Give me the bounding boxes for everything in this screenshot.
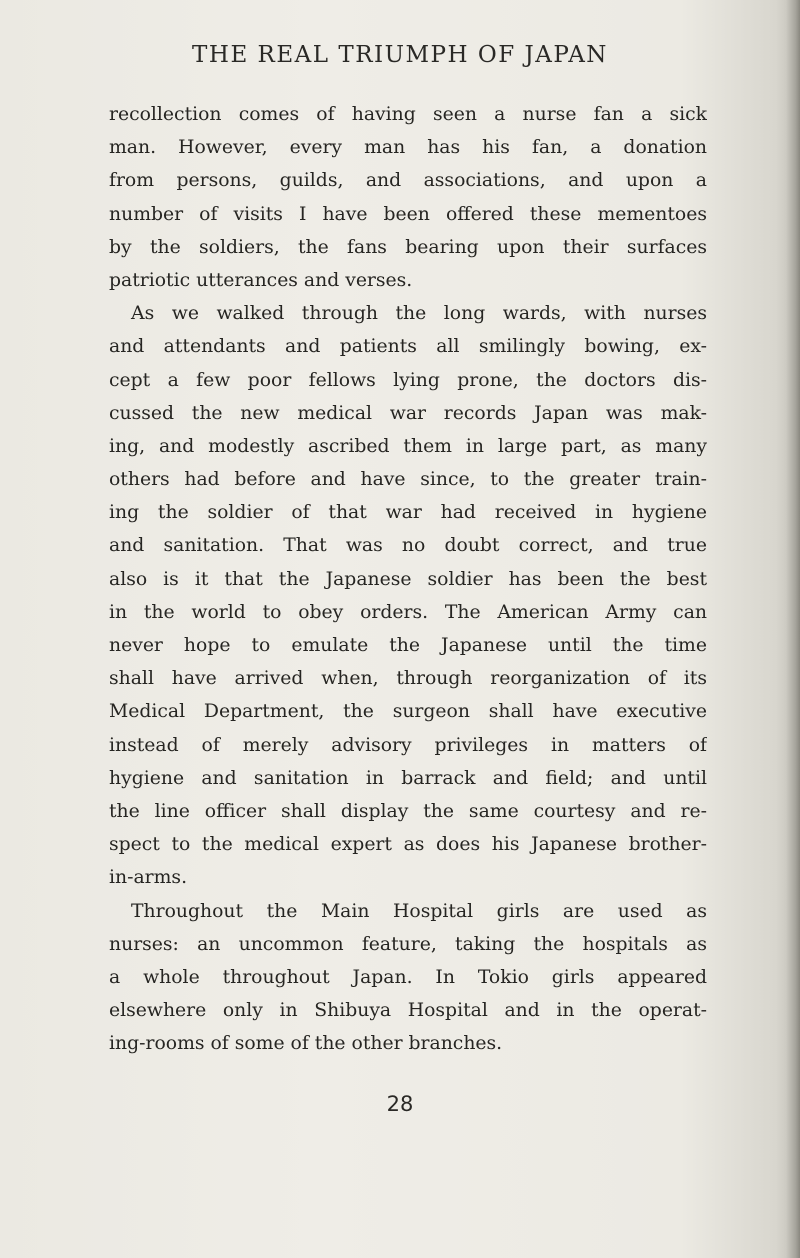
text-line: instead of merely advisory privileges in matters of bbox=[109, 734, 707, 756]
text-line: others had before and have since, to the greater train- bbox=[109, 469, 707, 491]
text-line: Throughout the Main Hospital girls are used as bbox=[131, 900, 707, 922]
text-line: and sanitation. That was no doubt correct, and true bbox=[109, 535, 707, 557]
text-line: ing-rooms of some of the other branches. bbox=[109, 1033, 503, 1055]
text-line: shall have arrived when, through reorganization of its bbox=[109, 668, 707, 690]
text-line: hygiene and sanitation in barrack and field; and until bbox=[109, 767, 707, 789]
text-line: ing the soldier of that war had received in hygiene bbox=[109, 502, 707, 524]
text-line: cussed the new medical war records Japan was mak- bbox=[109, 402, 707, 424]
text-line: a whole throughout Japan. In Tokio girls appeared bbox=[109, 966, 707, 988]
text-line: also is it that the Japanese soldier has been the best bbox=[109, 568, 707, 590]
text-line: ing, and modestly ascribed them in large part, as many bbox=[109, 435, 707, 457]
text-line: elsewhere only in Shibuya Hospital and in the operat- bbox=[109, 1000, 707, 1022]
body-text bbox=[109, 98, 707, 1060]
text-line: the line officer shall display the same courtesy and re- bbox=[109, 800, 707, 822]
text-line: number of visits I have been offered these mementoes bbox=[109, 203, 707, 225]
text-line: patriotic utterances and verses. bbox=[109, 269, 413, 291]
text-line: nurses: an uncommon feature, taking the hospitals as bbox=[109, 933, 707, 955]
text-line: cept a few poor fellows lying prone, the doctors dis- bbox=[109, 369, 707, 391]
running-head: THE REAL TRIUMPH OF JAPAN bbox=[192, 42, 608, 68]
text-line: in the world to obey orders. The American Army can bbox=[109, 601, 707, 623]
text-line: in-arms. bbox=[109, 867, 188, 889]
text-line: from persons, guilds, and associations, and upon a bbox=[109, 170, 707, 192]
text-line: by the soldiers, the fans bearing upon their surfaces bbox=[109, 236, 707, 258]
text-line: and attendants and patients all smilingly bowing, ex- bbox=[109, 336, 707, 358]
text-line: never hope to emulate the Japanese until the time bbox=[109, 635, 707, 656]
text-line: spect to the medical expert as does his Japanese brother- bbox=[109, 834, 707, 856]
text-line: recollection comes of having seen a nurse fan a sick bbox=[109, 104, 707, 125]
text-line: As we walked through the long wards, with nurses bbox=[131, 303, 707, 325]
page-edge-shadow bbox=[786, 0, 800, 1258]
text-line: Medical Department, the surgeon shall have executive bbox=[109, 701, 707, 723]
text-line: man. However, every man has his fan, a donation bbox=[109, 137, 707, 159]
page-number: 28 bbox=[386, 1092, 414, 1116]
